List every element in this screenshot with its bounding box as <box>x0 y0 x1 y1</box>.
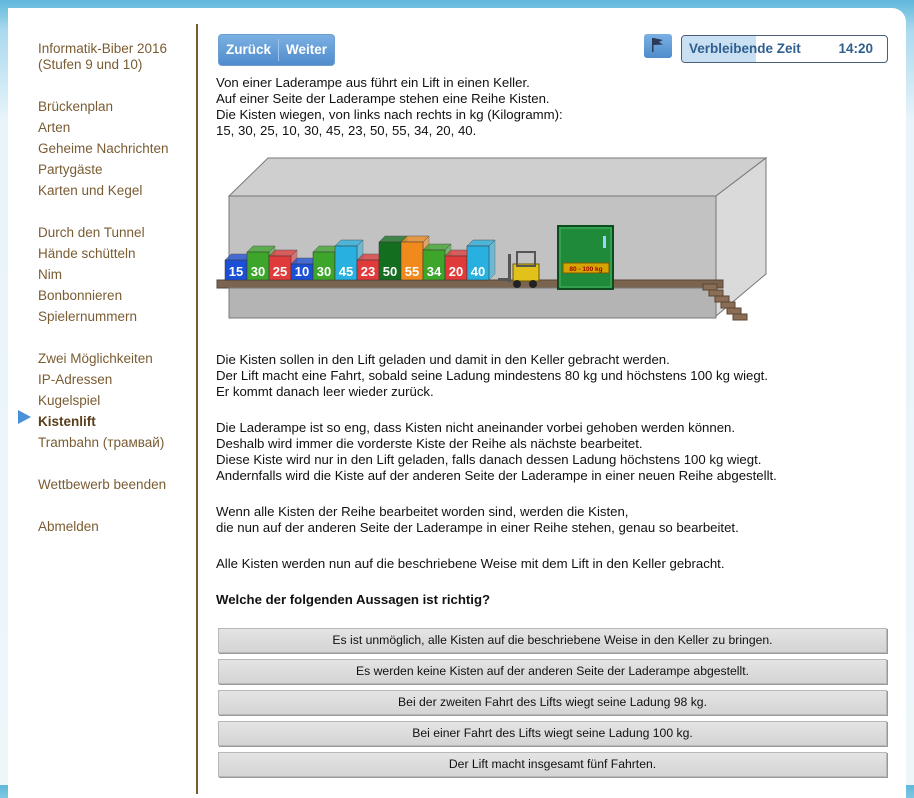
box-weight-label: 25 <box>272 264 288 279</box>
box-weight-label: 34 <box>426 264 442 279</box>
sidebar-nav <box>8 8 196 538</box>
nav-item-brueckenplan[interactable]: Brückenplan <box>38 99 114 114</box>
question-text: Welche der folgenden Aussagen ist richtig? <box>216 592 491 607</box>
answer-option-5[interactable]: Der Lift macht insgesamt fünf Fahrten. <box>218 752 887 777</box>
nav-item-kugelspiel[interactable]: Kugelspiel <box>38 393 101 408</box>
nav-item-zwei-moeglichkeiten[interactable]: Zwei Möglichkeiten <box>38 351 153 366</box>
box-weight-label: 30 <box>250 264 266 279</box>
time-remaining-label: Verbleibende Zeit <box>689 41 801 56</box>
nav-item-karten-und-kegel[interactable]: Karten und Kegel <box>38 183 143 198</box>
nav-item-arten[interactable]: Arten <box>38 120 71 135</box>
paragraph-line: Der Lift macht eine Fahrt, sobald seine Ladung mindestens 80 kg und höchstens 100 kg wiegt. <box>216 368 769 383</box>
nav-group-3 <box>38 348 164 453</box>
paragraph-3 <box>216 504 739 536</box>
paragraph-line: Deshalb wird immer die vorderste Kiste der Reihe als nächste bearbeitet. <box>216 436 643 451</box>
paragraph-line: Er kommt danach leer wieder zurück. <box>216 384 434 399</box>
time-remaining <box>681 35 888 63</box>
paragraph-2 <box>216 420 777 484</box>
intro-weights: 15, 30, 25, 10, 30, 45, 23, 50, 55, 34, 20, 40. <box>216 123 477 138</box>
flag-icon <box>652 38 664 52</box>
ramp-front <box>229 288 716 318</box>
answer-option-4[interactable]: Bei einer Fahrt des Lifts wiegt seine Ladung 100 kg. <box>218 721 887 746</box>
page <box>8 8 906 798</box>
nav-item-bonbonnieren[interactable]: Bonbonnieren <box>38 288 123 303</box>
loading-ramp <box>217 280 723 288</box>
paragraph-4 <box>216 556 725 572</box>
paragraph-1 <box>216 352 768 400</box>
box-weight-label: 15 <box>228 264 244 279</box>
nav-item-partygaeste[interactable]: Partygäste <box>38 162 103 177</box>
nav-group-2 <box>38 222 145 327</box>
paragraph-line: Die Laderampe ist so eng, dass Kisten nicht aneinander vorbei gehoben werden können. <box>216 420 736 435</box>
sidebar-divider <box>196 24 198 794</box>
lift-door-icon <box>558 226 613 289</box>
nav-group-title <box>38 38 167 75</box>
time-remaining-value: 14:20 <box>838 41 873 56</box>
nav-item-kistenlift[interactable]: Kistenlift <box>38 414 96 429</box>
box-weight-label: 20 <box>448 264 464 279</box>
nav-item-wettbewerb-beenden[interactable]: Wettbewerb beenden <box>38 477 167 492</box>
paragraph-line: Andernfalls wird die Kiste auf der anderen Seite der Laderampe in einer neuen Reihe abgestellt. <box>216 468 777 483</box>
box-weight-label: 30 <box>316 264 332 279</box>
intro-line: Von einer Laderampe aus führt ein Lift in einen Keller. <box>216 75 530 90</box>
nav-item-ip-adressen[interactable]: IP-Adressen <box>38 372 113 387</box>
intro-text <box>216 75 563 139</box>
nav-group-5 <box>38 516 99 537</box>
lift-capacity-sign: 80 - 100 kg <box>569 266 603 273</box>
nav-group-1 <box>38 96 169 201</box>
box-weight-label: 50 <box>382 264 398 279</box>
answer-option-3[interactable]: Bei der zweiten Fahrt des Lifts wiegt seine Ladung 98 kg. <box>218 690 887 715</box>
nav-item-geheime-nachrichten[interactable]: Geheime Nachrichten <box>38 141 169 156</box>
nav-title-line1[interactable]: Informatik-Biber 2016 <box>38 41 168 56</box>
back-button[interactable]: Zurück <box>226 42 272 57</box>
box-weight-label: 45 <box>338 264 354 279</box>
nav-item-spielernummern[interactable]: Spielernummern <box>38 309 138 324</box>
paragraph-line: Diese Kiste wird nur in den Lift geladen, falls danach dessen Ladung höchstens 100 kg wiegt. <box>216 452 762 467</box>
nav-group-4 <box>38 474 166 495</box>
lift-illustration <box>213 156 773 331</box>
active-arrow-icon <box>18 410 31 424</box>
nav-title-line2[interactable]: (Stufen 9 und 10) <box>38 57 143 72</box>
intro-line: Die Kisten wiegen, von links nach rechts in kg (Kilogramm): <box>216 107 563 122</box>
next-button[interactable]: Weiter <box>286 42 328 57</box>
nav-item-trambahn[interactable]: Trambahn (трамвай) <box>38 435 165 450</box>
paragraph-line: Wenn alle Kisten der Reihe bearbeitet worden sind, werden die Kisten, <box>216 504 629 519</box>
intro-line: Auf einer Seite der Laderampe stehen eine Reihe Kisten. <box>216 91 550 106</box>
nav-item-abmelden[interactable]: Abmelden <box>38 519 99 534</box>
paragraph-line: Alle Kisten werden nun auf die beschriebene Weise mit dem Lift in den Keller gebracht. <box>216 556 725 571</box>
room-ceiling <box>229 158 766 196</box>
flag-button[interactable] <box>644 34 672 58</box>
paragraph-line: Die Kisten sollen in den Lift geladen und damit in den Keller gebracht werden. <box>216 352 670 367</box>
nav-item-nim[interactable]: Nim <box>38 267 62 282</box>
answer-option-1[interactable]: Es ist unmöglich, alle Kisten auf die beschriebene Weise in den Keller zu bringen. <box>218 628 887 653</box>
box-weight-label: 10 <box>294 264 310 279</box>
box-weight-label: 55 <box>404 264 420 279</box>
paragraph-line: die nun auf der anderen Seite der Laderampe in einer Reihe stehen, genau so bearbeitet. <box>216 520 739 535</box>
nav-button-group <box>218 34 335 66</box>
nav-item-durch-den-tunnel[interactable]: Durch den Tunnel <box>38 225 145 240</box>
nav-item-haende-schuetteln[interactable]: Hände schütteln <box>38 246 136 261</box>
box-weight-label: 23 <box>360 264 376 279</box>
box-item <box>467 240 495 280</box>
answer-option-2[interactable]: Es werden keine Kisten auf der anderen Seite der Laderampe abgestellt. <box>218 659 887 684</box>
box-weight-label: 40 <box>470 264 486 279</box>
